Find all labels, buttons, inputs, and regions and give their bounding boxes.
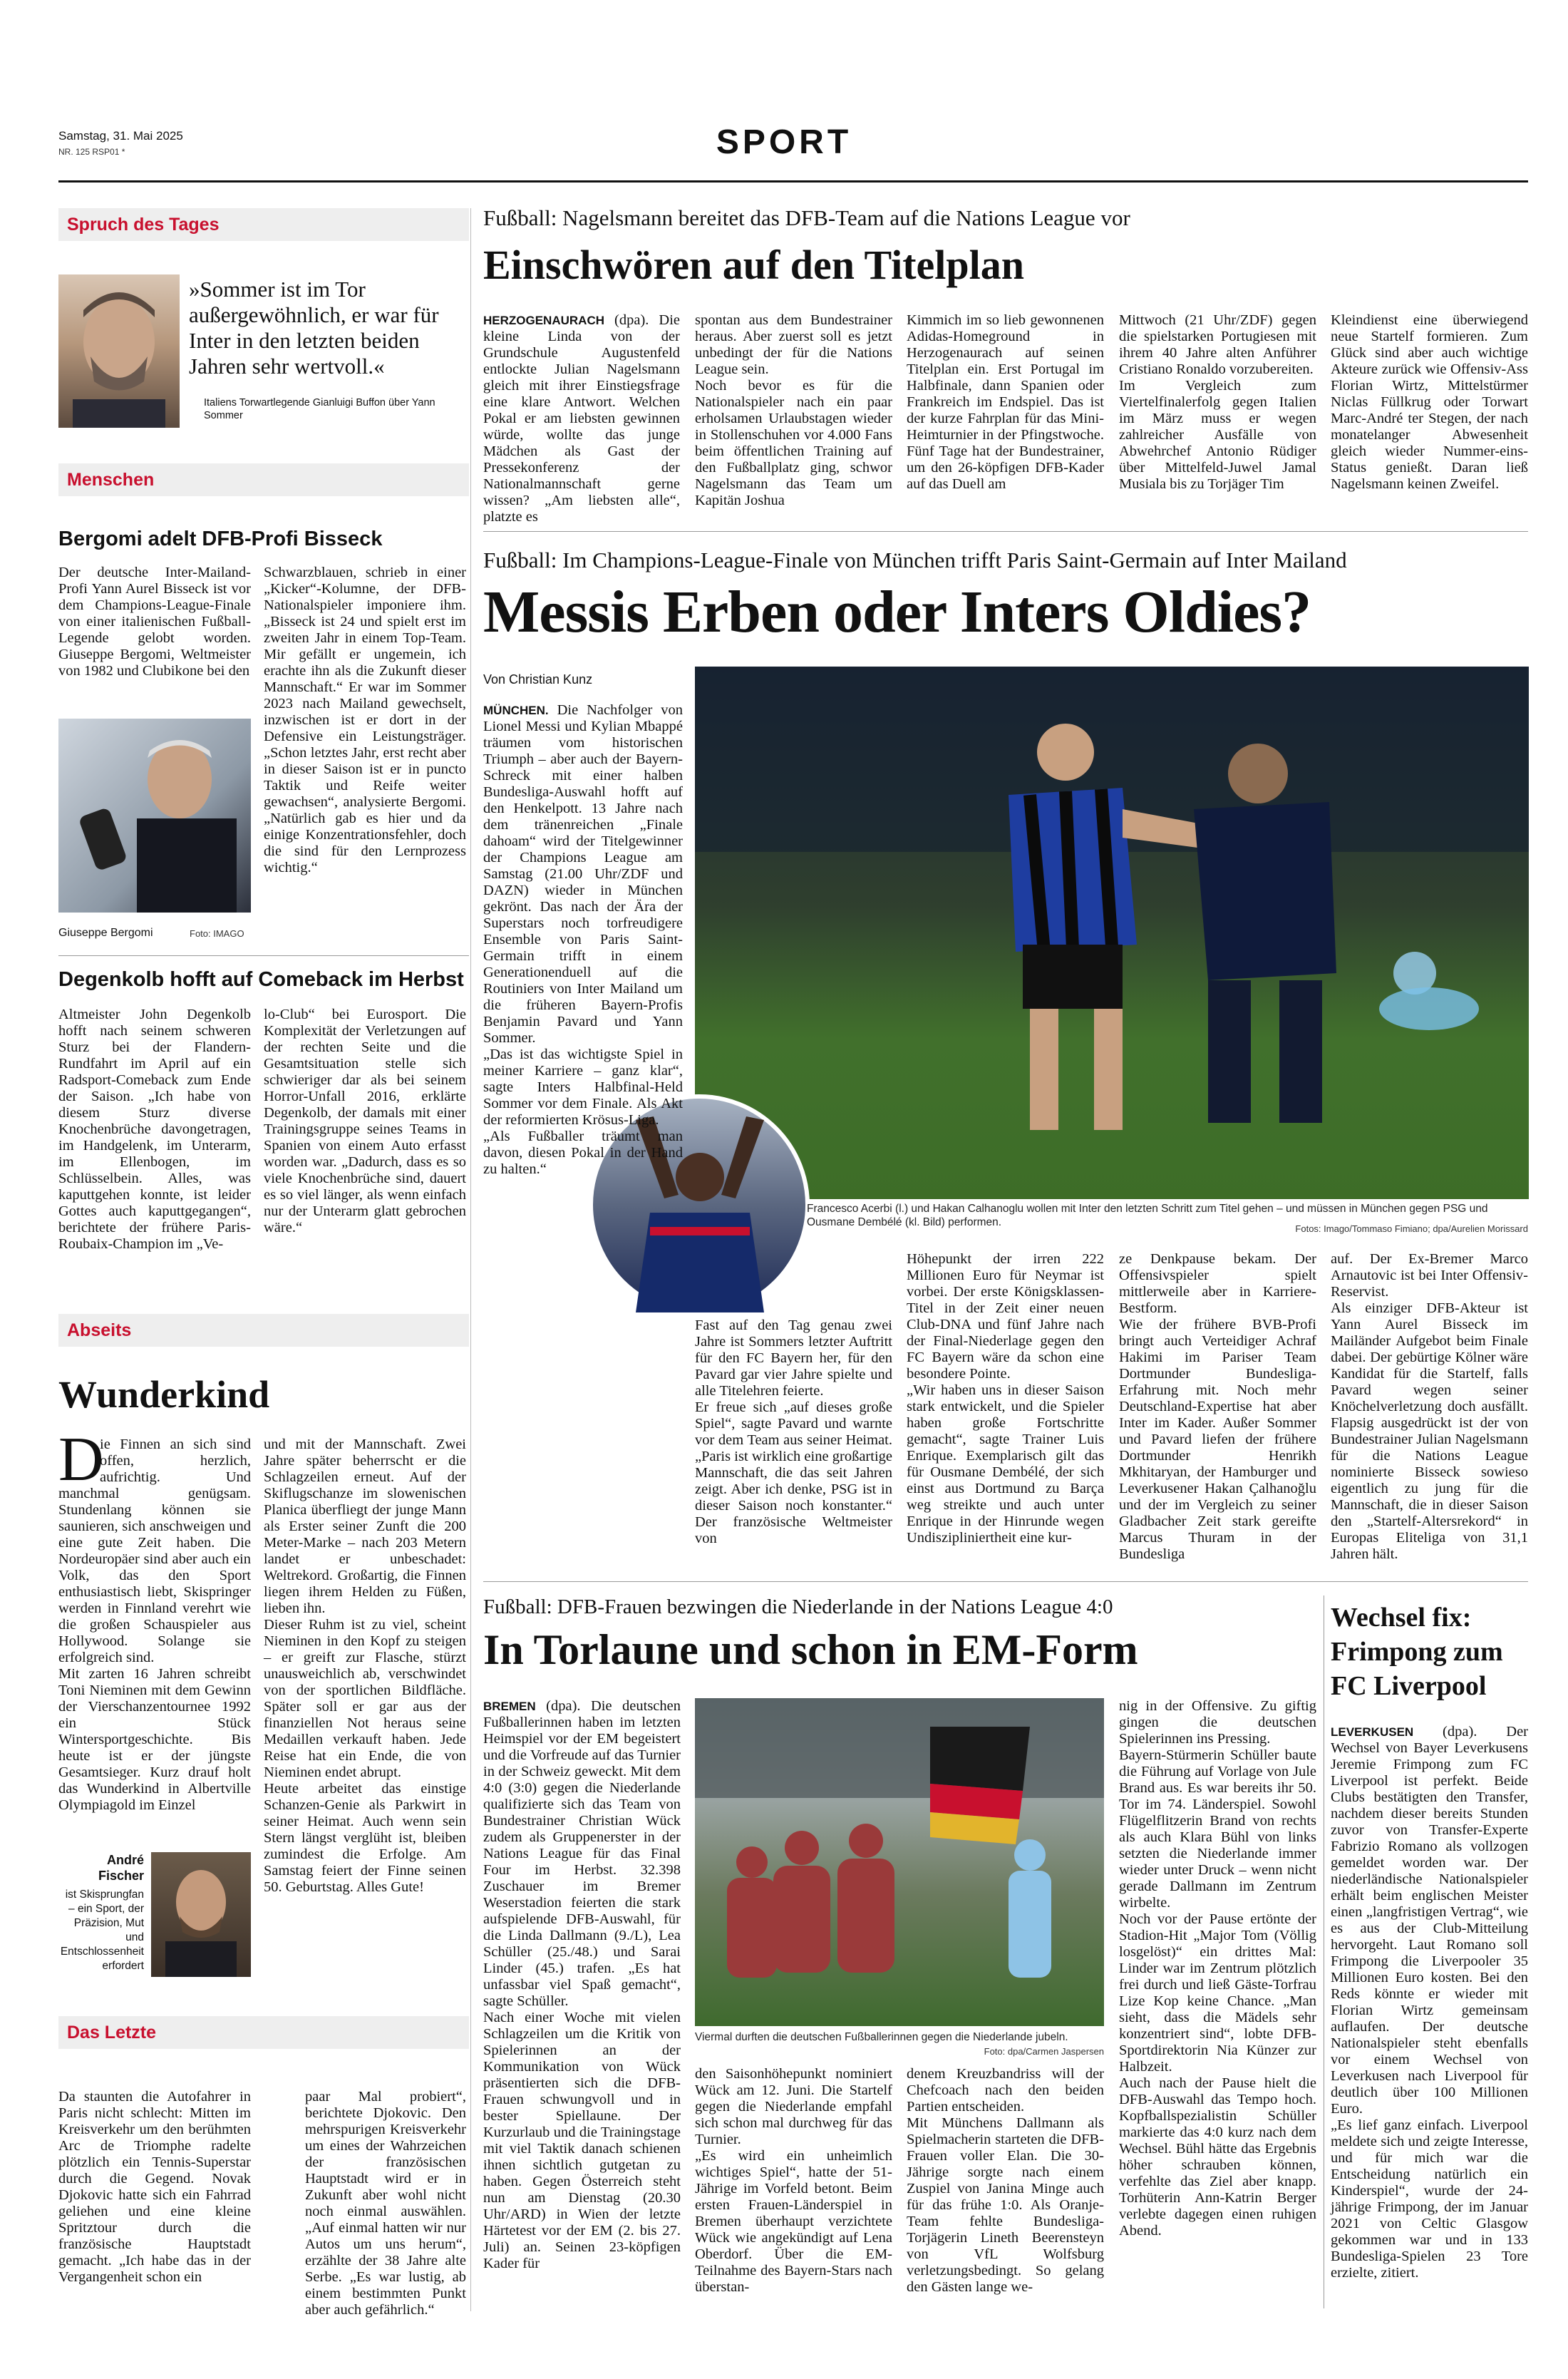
sidebar-divider	[470, 208, 471, 2311]
art4-body-text: (dpa). Der Wechsel von Bayer Leverkusens Jeremie Frimpong zum FC Liverpool ist perfekt. Beide Clubs bestätigten den Transfer, nachdem dieser bereits Stunden zuvor von Transfer-Experte Fabrizio Romano als vollzogen gemeldet worden war. Der niederländische Nationalspieler erhält beim englischen Meister einen „langfristigen Vertrag“, wie es aus der Club-Mitteilung hervorgeht. Laut Romano soll Frimpong die Liverpooler 35 Millionen Euro kosten. Bei den Reds könnte er wieder mit Florian Wirtz gemeinsam auflaufen. Der deutsche Nationalspieler steht ebenfalls vor einem Wechsel von Leverkusen nach Liverpool für deutlich über 100 Millionen Euro. „Es lief ganz einfach. Liverpool meldete sich und zeigte Interesse, und für mich war die Entscheidung natürlich ein Kinderspiel“, wurde der 24-jährige Frimpong, der im Januar 2021 von Celtic Glasgow gekommen war und in 133 Bundesliga-Spielen 23 Tore erzielte, zitiert.	[1331, 1724, 1529, 2281]
art2-kicker: Fußball: Im Champions-League-Finale von München trifft Paris Saint-Germain auf Inter Mailand	[483, 548, 1347, 572]
art3-col1	[483, 1698, 681, 2318]
art2-dateline: MÜNCHEN.	[483, 704, 549, 717]
art1-dateline: HERZOGENAURACH	[483, 314, 604, 327]
art1-kicker: Fußball: Nagelsmann bereitet das DFB-Team auf die Nations League vor	[483, 205, 1130, 230]
section-title: SPORT	[716, 123, 852, 161]
spruch-source: Italiens Torwartlegende Gianluigi Buffon über Yann Sommer	[204, 397, 435, 421]
art4-body	[1331, 1724, 1528, 2308]
art3-photo-credit: Foto: dpa/Carmen Jaspersen	[984, 2046, 1104, 2057]
letzte-label: Das Letzte	[58, 2016, 469, 2049]
bergomi-photo	[58, 719, 251, 913]
art1-col4: Mittwoch (21 Uhr/ZDF) gegen die spielstarken Portugiesen mit ihrem 40 Jahre alten Anführer Cristiano Ronaldo vorzubereiten. Im Vergleich zum Viertelfinalerfolg gegen Italien im März muss er wegen zahlreicher Ausfälle von Abwehrchef Antonio Rüdiger über Mittelfeld-Juwel Jamal Musiala bis zu Torjäger Tim	[1119, 312, 1316, 492]
dfb-women-photo	[695, 1698, 1104, 2026]
art3-col1-text: (dpa). Die deutschen Fußballerinnen haben im letzten Heimspiel vor der EM begeistert und die Vorfreude auf das Turnier in der Schweiz geweckt. Mit dem 4:0 (3:0) gegen die Niederlande qualifizierte sich das Team von Bundestrainer Christian Wück zudem als Gruppenerster in der Nations League für das Final Four im Herbst. 32.398 Zuschauer im Bremer Weserstadion feierten die stark aufspielende DFB-Auswahl, für die Linda Dallmann (9./L), Lea Schüller (25./48.) und Sarai Linder (45.) trafen. „Es hat unfassbar viel Spaß gemacht“, sagte Schüller. Nach einer Woche mit vielen Schlagzeilen um die Kritik von Spielerinnen an der Kommunikation von Wück präsentierten sich die DFB-Frauen schwungvoll und in bester Spiellaune. Der Kurzurlaub und die Trainingstage mit viel Taktik danach schienen ihnen sichtlich gutgetan zu haben. Gegen Österreich steht nun am Dienstag (20.30 Uhr/ARD) in Wien der letzte Härtetest vor der EM (2. bis 27. Juli) an. Seinen 23-köpfigen Kader für	[483, 1698, 681, 2271]
degenkolb-headline: Degenkolb hofft auf Comeback im Herbst	[58, 968, 464, 991]
divider	[483, 531, 1528, 532]
abseits-dropcap: D	[58, 1425, 104, 1494]
art3-col4: nig in der Offensive. Zu giftig gingen die deutschen Spielerinnen ins Pressing. Bayern-Stürmerin Schüller baute die Führung auf Vorlage von Jule Brand aus. Es war bereits ihr 50. Tor im 74. Länderspiel. Sowohl Flügelflitzerin Brand von rechts als auch Klara Bühl von links setzten die Niederlande immer wieder unter Druck – wenn nicht gerade Dallmann im Zentrum wirbelte. Noch vor der Pause ertönte der Stadion-Hit „Major Tom (Völlig losgelöst)“ ein drittes Mal: Linder war im Zentrum plötzlich frei durch und ließ Gäste-Torfrau Lize Kop keine Chance. „Man sieht, dass die Mädels sehr konzentriert sind“, lobte DFB-Sportdirektorin Nia Künzer zur Halbzeit. Auch nach der Pause hielt die DFB-Auswahl das Tempo hoch. Kopfballspezialistin Schüller markierte das 4:0 kurz nach dem Wechsel. Bühl hätte das Ergebnis höher schrauben können, verfehlte das Ziel aber knapp. Torhüterin Ann-Katrin Berger verlebte dagegen einen ruhigen Abend.	[1119, 1698, 1316, 2239]
art1-col1	[483, 312, 680, 526]
menschen-label: Menschen	[58, 463, 469, 496]
art2-headline: Messis Erben oder Inters Oldies?	[483, 579, 1311, 645]
art2-col3: Höhepunkt der irren 222 Millionen Euro für Neymar ist vorbei. Der erste Königsklassen-Titel in der Zeit einer neuen Club-DNA und fünf Jahre nach der Final-Niederlage gegen den FC Bayern wäre da schon eine besondere Pointe. „Wir haben uns in dieser Saison stark entwickelt, und die Spieler haben große Fortschritte gemacht“, sagte Trainer Luis Enrique. Exemplarisch gilt das für Ousmane Dembélé, der sich einst aus Dortmund zu Barça weg streikte und auch unter Enrique in der Hinrunde wegen Undiszipliniertheit eine kur-	[907, 1251, 1104, 1546]
art4-dateline: LEVERKUSEN	[1331, 1725, 1414, 1739]
abseits-author-name	[58, 1852, 144, 1884]
abseits-label: Abseits	[58, 1314, 469, 1347]
art4-headline: Wechsel fix: Frimpong zum FC Liverpool	[1331, 1603, 1503, 1701]
art2-col1-text: Die Nachfolger von Lionel Messi und Kylian Mbappé träumen vom historischen Triumph – aber auch der Bayern-Schreck mit einer halben Bundesliga-Auswahl hofft auf den Henkelpott. 13 Jahre nach dem tränenreichen „Finale dahoam“ wird der Titelgewinner der Champions League am Samstag (21.00 Uhr/ZDF und DAZN) wieder in München gekrönt. Das nach der Ära der Superstars noch torfreudigere Ensemble von Paris Saint-Germain trifft in einem Generationenduell auf die Routiniers von Inter Mailand um die früheren Bayern-Profis Benjamin Pavard und Yann Sommer. „Das ist das wichtigste Spiel in meiner Karriere – ganz klar“, sagte Inters Halbfinal-Held Sommer vor dem Finale. Als Akt der reformierten Krösus-Liga. „Als Fußballer träumt man davon, diesen Pokal in der Hand zu halten.“	[483, 702, 683, 1177]
art2-byline: Von Christian Kunz	[483, 672, 593, 687]
art3-dateline: BREMEN	[483, 1700, 536, 1713]
divider	[58, 955, 469, 956]
art1-col5: Kleindienst eine überwiegend neue Startelf formieren. Zum Glück sind aber auch wichtige Akteure zurück wie Offensiv-Ass Florian Wirtz, Mittelstürmer Niclas Füllkrug oder Torwart Marc-André ter Stegen, der nach monatelanger Abwesenheit gleich wieder Nummer-eins-Status genießt. Daran ließ Nagelsmann keinen Zweifel.	[1331, 312, 1528, 492]
bergomi-photo-caption: Giuseppe Bergomi	[58, 927, 153, 939]
art2-col1	[483, 702, 683, 1315]
fischer-photo	[151, 1852, 251, 1977]
degenkolb-col2: lo-Club“ bei Eurosport. Die Komplexität der Verletzungen auf der rechten Seite und die Gesamtsituation stelle sich schwieriger dar als bei seinem Horror-Unfall 2016, erklärte Degenkolb, der damals mit einer Trainingsgruppe seines Teams in Spanien von einem Auto erfasst worden war. „Dadurch, dass es so viele Knochenbrüche sind, dauert es so viel länger, als wenn einfach nur der Unterarm glatt gebrochen wäre.“	[264, 1007, 466, 1235]
art2-col2: Fast auf den Tag genau zwei Jahre ist Sommers letzter Auftritt für den FC Bayern her, für den Pavard gar vier Jahre spielte und alle Titelehren feierte. Er freue sich „auf dieses große Spiel“, sagte Pavard und warnte vor dem Team aus seiner Heimat. „Paris ist wirklich eine großartige Mannschaft, die das seit Jahren zeigt. Aber ich denke, PSG ist in dieser Saison noch konstanter.“ Der französische Weltmeister von	[695, 1317, 892, 1546]
art3-kicker: Fußball: DFB-Frauen bezwingen die Niederlande in der Nations League 4:0	[483, 1596, 1113, 1618]
abseits-col1-text: ie Finnen an sich sind offen, herzlich, aufrichtig. Und manchmal genügsam. Stundenlang können sie saunieren, sich anschweigen und eine gute Zeit haben. Die Nordeuropäer sind aber auch ein Volk, das den Sport enthusiastisch liebt, Skispringer werden in Finnland verehrt wie die großen Schauspieler aus Hollywood. Solange sie erfolgreich sind. Mit zarten 16 Jahren schreibt Toni Nieminen mit dem Gewinn der Vierschanzentournee 1992 ein Stück Wintersportgeschichte. Bis heute ist er der jüngste Gesamtsieger. Kurz drauf holt das Wunderkind in Albertville Olympiagold im Einzel	[58, 1437, 251, 1813]
art1-headline: Einschwören auf den Titelplan	[483, 242, 1025, 288]
masthead-rule	[58, 180, 1528, 183]
divider	[483, 1581, 1528, 1582]
art2-col4: ze Denkpause bekam. Der Offensivspieler spielt mittlerweile aber in Karriere-Bestform. Wie der frühere BVB-Profi bringt auch Verteidiger Achraf Hakimi im Pariser Team Dortmunder Bundesliga-Erfahrung mit. Noch mehr Deutschland-Expertise hat aber Inter im Kader. Außer Sommer und Pavard liefen der frühere Dortmunder Henrikh Mkhitaryan, der Hamburger und Leverkusener Hakan Çalhanoğlu und der im Vergleich zu seiner Gladbacher Zeit stark gereifte Marcus Thuram in der Bundesliga	[1119, 1251, 1316, 1562]
bergomi-col2: Schwarzblauen, schrieb in einer „Kicker“-Kolumne, der DFB-Nationalspieler imponiere ihm. „Bisseck ist 24 und spielt erst im zweiten Jahr in einem Top-Team. Mir gefällt er ungemein, ich erachte ihn als die Zukunft dieser Mannschaft.“ Er war im Sommer 2023 nach Mailand gewechselt, inzwischen ist er dort in der Defensive ein Leistungsträger. „Schon letztes Jahr, erst recht aber in dieser Saison ist er in puncto Taktik und Reife weiter gewachsen“, analysierte Bergomi. „Natürlich gab es hier und da einige Konzentrationsfehler, doch die sind für den Lernprozess wichtig.“	[264, 565, 466, 875]
art2-photo-credit: Fotos: Imago/Tommaso Fimiano; dpa/Aurelien Morissard	[1295, 1223, 1528, 1234]
art3-col2: den Saisonhöhepunkt nominiert Wück am 12. Juni. Die Startelf gegen die Niederlande empfahl sich schon mal durchweg für das Turnier. „Es wird ein unheimlich wichtiges Spiel“, hatte der 51-Jährige im Vorfeld betont. Beim ersten Frauen-Länderspiel in Bremen überhaupt verzichtete Wück wie angekündigt auf Lena Oberdorf. Über die EM-Teilnahme des Bayern-Stars nach überstan-	[695, 2066, 892, 2295]
bergomi-col1: Der deutsche Inter-Mailand-Profi Yann Aurel Bisseck ist vor dem Champions-League-Finale von einer italienischen Fußball-Legende gelobt worden. Giuseppe Bergomi, Weltmeister von 1982 und Clubikone bei den	[58, 565, 251, 679]
buffon-photo	[58, 274, 180, 428]
page-number: NR. 125 RSP01 *	[58, 147, 125, 157]
art1-col2: spontan aus dem Bundestrainer heraus. Aber zuerst soll es jetzt unbedingt der für die Nations League sein. Noch bevor es für die Nationalspieler nach ein paar erholsamen Urlaubstagen wieder in Stollenschuhen vor 4.000 Fans beim öffentlichen Training auf den Fußballplatz ging, schwor Nagelsmann das Team um Kapitän Joshua	[695, 312, 892, 508]
degenkolb-col1: Altmeister John Degenkolb hofft nach seinem schweren Sturz bei der Flandern-Rundfahrt im April auf ein Radsport-Comeback zum Ende der Saison. „Ich habe von diesem Sturz diverse Knochenbrüche davongetragen, im Handgelenk, im Unterarm, im Ellenbogen, im Schlüsselbein. Alles, was kaputtgehen konnte, ist leider Gottes auch kaputtgegangen“, berichtete der frühere Paris-Roubaix-Champion im „Ve-	[58, 1007, 251, 1252]
spruch-label: Spruch des Tages	[58, 208, 469, 241]
issue-date: Samstag, 31. Mai 2025	[58, 129, 183, 143]
art3-col3: denem Kreuzbandriss will der Chefcoach nach den beiden Partien entscheiden. Mit Münchens Dallmann als Spielmacherin starteten die DFB-Frauen voller Elan. Die 30-Jährige sorgte nach einem Zuspiel von Janina Minge auch für das frühe 1:0. Als Oranje-Team fehlte Bundesliga-Torjägerin Lineth Beerensteyn von VfL Wolfsburg verletzungsbedingt. So gelang den Gästen lange we-	[907, 2066, 1104, 2295]
abseits-headline: Wunderkind	[58, 1373, 270, 1416]
art2-photo-caption: Francesco Acerbi (l.) und Hakan Calhanoglu wollen mit Inter den letzten Schritt zum Titel gehen – und müssen in München gegen PSG und Ousmane Dembélé (kl. Bild) performen.	[807, 1203, 1488, 1228]
art2-col2-first-lines	[825, 1251, 894, 1312]
art3-photo-caption: Viermal durften die deutschen Fußballerinnen gegen die Niederlande jubeln.	[695, 2031, 1068, 2043]
inter-players-photo	[695, 667, 1529, 1199]
art1-col1-text: (dpa). Die kleine Linda von der Grundschule Augustenfeld entlockte Julian Nagelsmann gleich mit ihrer Einstiegsfrage eine klare Antwort. Welchen Pokal er am liebsten gewinnen würde, wollte das junge Mädchen als Gast der Pressekonferenz der Nationalmannschaft gerne wissen? „Am liebsten alle“, platzte es	[483, 312, 680, 525]
spruch-quote: »Sommer ist im Tor außergewöhnlich, er war für Inter in den letzten beiden Jahren sehr wertvoll.«	[189, 277, 439, 379]
art2-col5: auf. Der Ex-Bremer Marco Arnautovic ist bei Inter Offensiv-Reservist. Als einziger DFB-Akteur ist Yann Aurel Bisseck im Mailänder Aufgebot beim Finale dabei. Der gebürtige Kölner wäre Kandidat für die Startelf, falls Pavard wegen seiner Knöchelverletzung doch ausfällt. Flapsig ausgedrückt ist der von Bundestrainer Julian Nagelsmann für die Nations League nominierte Bisseck sowieso eigentlich zu jung für die Mannschaft, die in dieser Saison den „Startelf-Altersrekord“ in Europas Eliteliga von 31,1 Jahren hält.	[1331, 1251, 1528, 1562]
art1-col3: Kimmich im so lieb gewonnenen Adidas-Homeground in Herzogenaurach auf seinen Titelplan ein. Erst Portugal im Halbfinale, dann Spanien oder Frankreich im Endspiel. Das ist der kurze Fahrplan für das Mini-Heimturnier in der Pfingstwoche. Fünf Tage hat der Bundestrainer, um den 26-köpfigen DFB-Kader auf das Duell am	[907, 312, 1104, 492]
letzte-col1: Da staunten die Autofahrer in Paris nicht schlecht: Mitten im Kreisverkehr um den berühmten Arc de Triomphe radelte plötzlich ein Tennis-Superstar durch die Gegend. Novak Djokovic hatte sich ein Fahrrad geliehen und eine kleine Spritztour durch die französische Hauptstadt gemacht. „Ich habe das in der Vergangenheit schon ein	[58, 2089, 251, 2285]
abseits-col1	[58, 1437, 251, 1825]
bergomi-photo-credit: Foto: IMAGO	[190, 928, 244, 939]
letzte-col2: paar Mal probiert“, berichtete Djokovic. Den mehrspurigen Kreisverkehr um eines der Wahrzeichen der französischen Hauptstadt wird er in Zukunft aber wohl nicht noch einmal auswählen. „Auf einmal hatten wir nur Autos um uns herum“, erzählte der 38 Jahre alte Serbe. „Es war lustig, ab einem bestimmten Punkt aber auch gefährlich.“	[305, 2089, 466, 2318]
bergomi-headline: Bergomi adelt DFB-Profi Bisseck	[58, 528, 383, 550]
art3-headline: In Torlaune und schon in EM-Form	[483, 1626, 1138, 1673]
author-name-text: André Fischer	[98, 1853, 144, 1883]
abseits-col2: und mit der Mannschaft. Zwei Jahre später beherrscht er die Schlagzeilen erneut. Auf der Skiflugschanze im slowenischen Planica überfliegt der junge Mann als Erster seiner Zunft die 200 Meter-Marke – nach 203 Metern landet er unbeschadet: Weltrekord. Großartig, die Finnen liegen ihrem Helden zu Füßen, lieben ihn. Dieser Ruhm ist zu viel, scheint Nieminen in den Kopf zu steigen – er greift zur Flasche, stürzt unausweichlich ab, verschwindet von der sportlichen Bildfläche. Später soll er gar aus der finanziellen Not heraus seine Medaillen verkauft haben. Jede Reise hat ein Ende, die von Nieminen endet abrupt. Heute arbeitet das einstige Schanzen-Genie als Parkwirt in seiner Heimat. Auch wenn sein Stern längst verglüht ist, bleiben zumindest die Erfolge. Am Samstag feiert der Finne seinen 50. Geburtstag. Alles Gute!	[264, 1437, 466, 1895]
abseits-author-bio: ist Skisprungfan – ein Sport, der Präzision, Mut und Entschlossenheit erfordert	[60, 1889, 144, 1972]
